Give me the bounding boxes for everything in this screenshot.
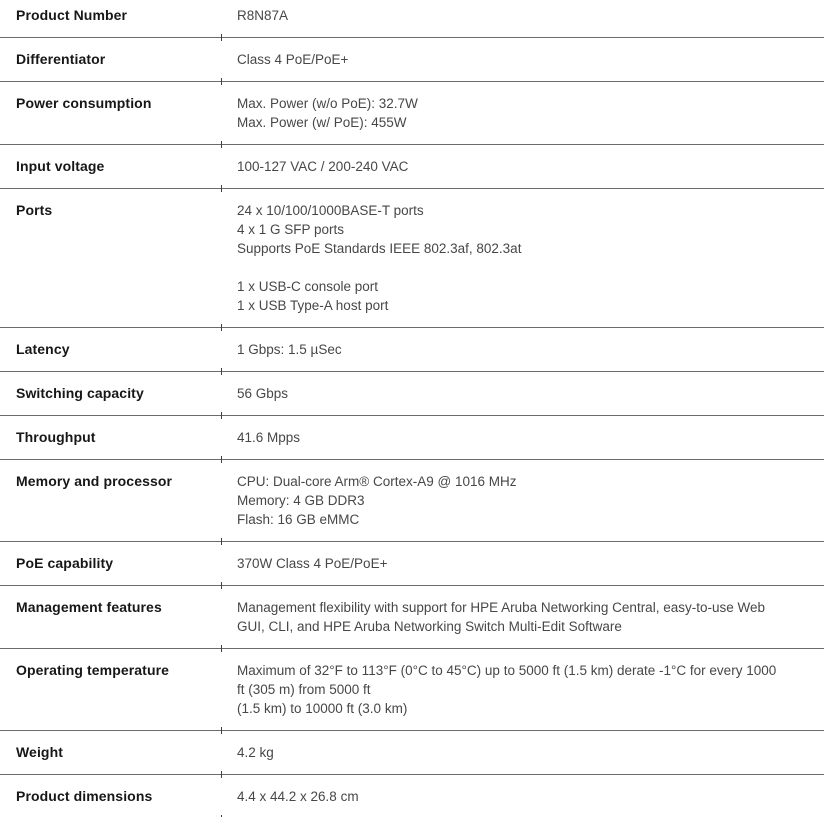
spec-value-line: 4.4 x 44.2 x 26.8 cm [237,789,359,804]
spec-row [0,372,824,416]
spec-label: Ports [16,202,53,218]
spec-value [221,340,824,359]
spec-value [221,598,824,636]
spec-row [0,542,824,586]
spec-row [0,416,824,460]
spec-label: Product Number [16,7,128,23]
spec-row [0,38,824,82]
spec-value [221,743,824,762]
spec-row [0,82,824,145]
spec-label: Memory and processor [16,473,173,489]
spec-value-line: GUI, CLI, and HPE Aruba Networking Switch Multi-Edit Software [237,619,622,634]
spec-value [221,554,824,573]
spec-value-line: R8N87A [237,8,289,23]
spec-value-line: (1.5 km) to 10000 ft (3.0 km) [237,701,408,716]
spec-value [221,661,824,718]
spec-label: Product dimensions [16,788,153,804]
spec-row [0,0,824,38]
spec-value-line: CPU: Dual-core Arm® Cortex-A9 @ 1016 MHz [237,474,517,489]
spec-value [221,787,824,806]
spec-label: Throughput [16,429,96,445]
spec-value [221,157,824,176]
spec-value [221,6,824,25]
spec-row [0,775,824,817]
spec-value [221,428,824,447]
spec-value-line: 4.2 kg [237,745,274,760]
spec-label: Power consumption [16,95,152,111]
spec-value-line: 370W Class 4 PoE/PoE+ [237,556,388,571]
spec-value-line: 4 x 1 G SFP ports [237,222,345,237]
spec-label: PoE capability [16,555,114,571]
spec-value [221,201,824,315]
spec-value-line: 100-127 VAC / 200-240 VAC [237,159,409,174]
spec-value-line: Management flexibility with support for HPE Aruba Networking Central, easy-to-use Web [237,600,765,615]
spec-value-line: Max. Power (w/o PoE): 32.7W [237,96,418,111]
spec-value-line: Memory: 4 GB DDR3 [237,493,365,508]
spec-value-line: 56 Gbps [237,386,289,401]
spec-value-line: Flash: 16 GB eMMC [237,512,360,527]
spec-label: Differentiator [16,51,106,67]
spec-value-line: Supports PoE Standards IEEE 802.3af, 802.3at [237,241,522,256]
spec-row [0,328,824,372]
spec-label: Latency [16,341,70,357]
spec-value-line: 24 x 10/100/1000BASE-T ports [237,203,424,218]
spec-label: Weight [16,744,64,760]
spec-value-line: 1 x USB Type-A host port [237,298,389,313]
spec-label: Operating temperature [16,662,170,678]
spec-row [0,189,824,328]
spec-value [221,384,824,403]
spec-value-line: Class 4 PoE/PoE+ [237,52,349,67]
spec-value-line: Maximum of 32°F to 113°F (0°C to 45°C) up to 5000 ft (1.5 km) derate -1°C for every 1000 [237,663,777,678]
spec-value-line: ft (305 m) from 5000 ft [237,682,371,697]
spec-value-line [237,258,816,277]
spec-value [221,50,824,69]
spec-value-line: Max. Power (w/ PoE): 455W [237,115,407,130]
spec-row [0,460,824,542]
spec-row [0,731,824,775]
spec-label: Management features [16,599,162,615]
spec-row [0,145,824,189]
spec-label: Switching capacity [16,385,144,401]
spec-value-line: 1 Gbps: 1.5 µSec [237,342,342,357]
spec-label: Input voltage [16,158,105,174]
spec-row [0,586,824,649]
spec-value-line: 41.6 Mpps [237,430,301,445]
spec-value [221,472,824,529]
spec-value-line: 1 x USB-C console port [237,279,379,294]
spec-value [221,94,824,132]
spec-row [0,649,824,731]
